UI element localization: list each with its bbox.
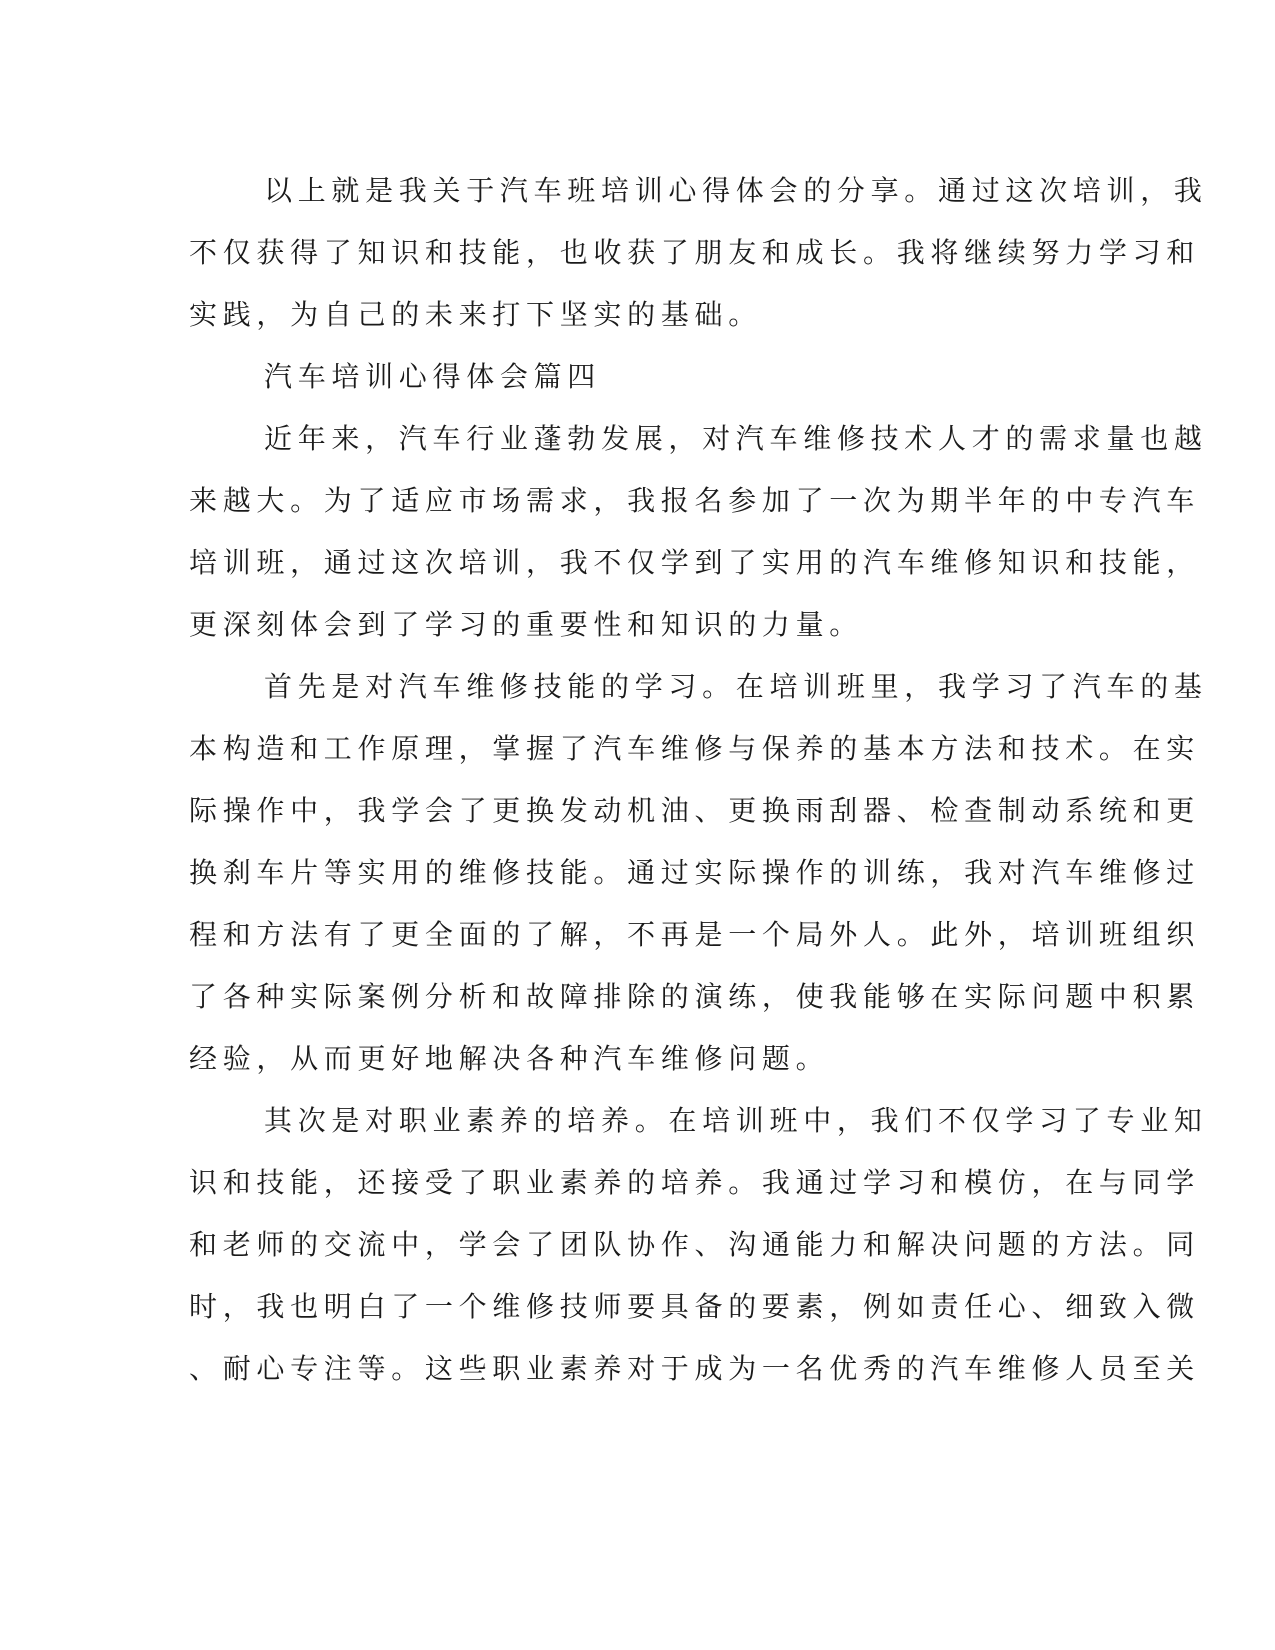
document-body <box>189 160 1208 1400</box>
section-heading: 汽车培训心得体会篇四 <box>264 360 602 393</box>
paragraph-line: 经验，从而更好地解决各种汽车维修问题。 <box>189 1042 830 1075</box>
paragraph-line: 际操作中，我学会了更换发动机油、更换雨刮器、检查制动系统和更 <box>189 794 1201 827</box>
paragraph-line: 培训班，通过这次培训，我不仅学到了实用的汽车维修知识和技能， <box>189 546 1201 579</box>
paragraph-line: 更深刻体会到了学习的重要性和知识的力量。 <box>189 608 864 641</box>
paragraph-line: 来越大。为了适应市场需求，我报名参加了一次为期半年的中专汽车 <box>189 484 1201 517</box>
paragraph-line: 首先是对汽车维修技能的学习。在培训班里，我学习了汽车的基 <box>264 670 1208 703</box>
paragraph-line: 程和方法有了更全面的了解，不再是一个局外人。此外，培训班组织 <box>189 918 1201 951</box>
paragraph-line: 时，我也明白了一个维修技师要具备的要素，例如责任心、细致入微 <box>189 1290 1201 1323</box>
paragraph-line: 其次是对职业素养的培养。在培训班中，我们不仅学习了专业知 <box>264 1104 1208 1137</box>
paragraph-line: 识和技能，还接受了职业素养的培养。我通过学习和模仿，在与同学 <box>189 1166 1201 1199</box>
paragraph-line: 近年来，汽车行业蓬勃发展，对汽车维修技术人才的需求量也越 <box>264 422 1208 455</box>
paragraph-line: 了各种实际案例分析和故障排除的演练，使我能够在实际问题中积累 <box>189 980 1201 1013</box>
paragraph-line: 实践，为自己的未来打下坚实的基础。 <box>189 298 762 331</box>
paragraph-line: 本构造和工作原理，掌握了汽车维修与保养的基本方法和技术。在实 <box>189 732 1201 765</box>
paragraph-line: 换刹车片等实用的维修技能。通过实际操作的训练，我对汽车维修过 <box>189 856 1201 889</box>
paragraph-line: 不仅获得了知识和技能，也收获了朋友和成长。我将继续努力学习和 <box>189 236 1201 269</box>
paragraph-line: 以上就是我关于汽车班培训心得体会的分享。通过这次培训，我 <box>264 174 1208 207</box>
paragraph-line: 和老师的交流中，学会了团队协作、沟通能力和解决问题的方法。同 <box>189 1228 1201 1261</box>
paragraph-line: 、耐心专注等。这些职业素养对于成为一名优秀的汽车维修人员至关 <box>189 1352 1201 1385</box>
